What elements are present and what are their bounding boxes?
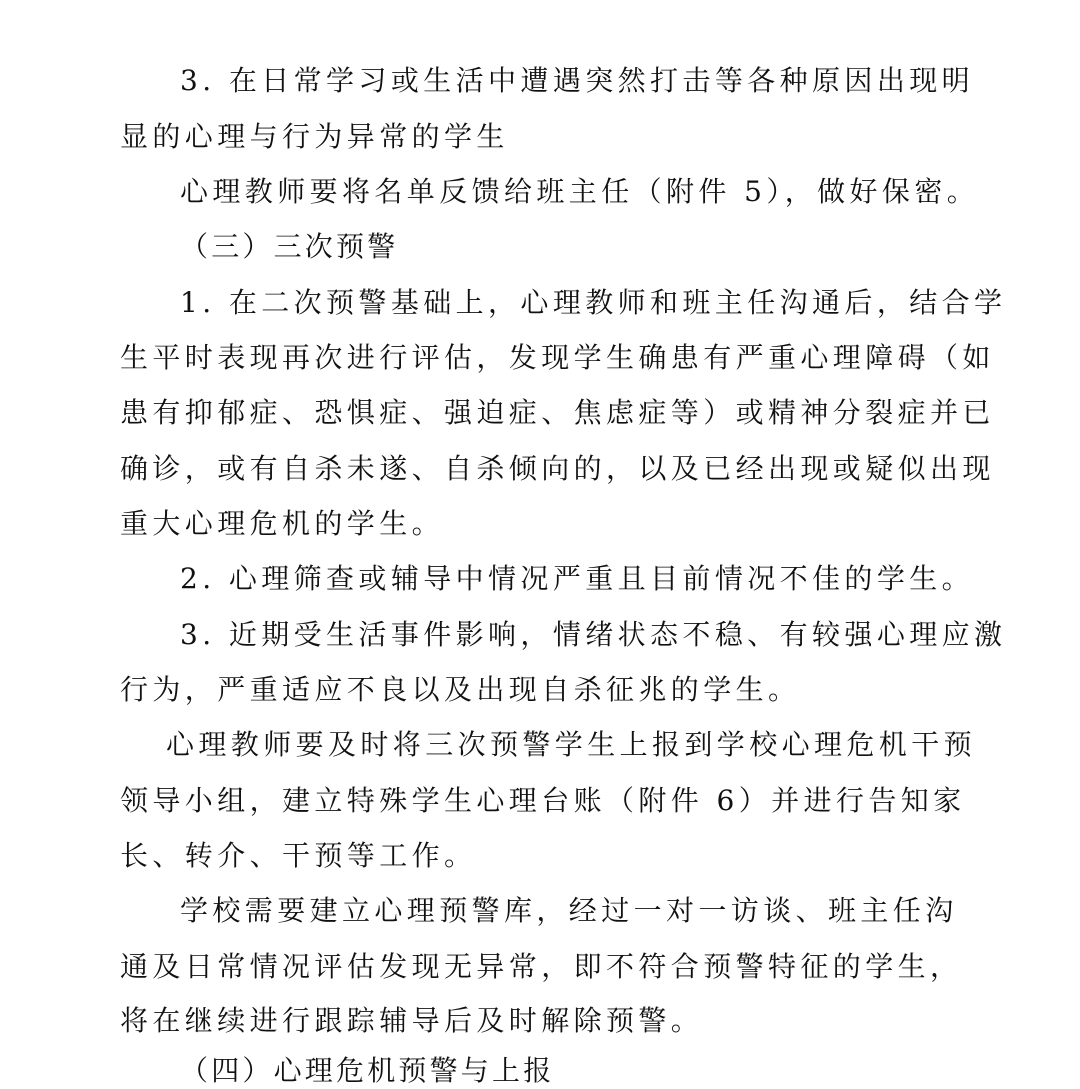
section-heading-four: （四）心理危机预警与上报 bbox=[180, 1054, 555, 1087]
paragraph-line-17: 通及日常情况评估发现无异常，即不符合预警特征的学生， bbox=[120, 950, 963, 983]
paragraph-line-9: 重大心理危机的学生。 bbox=[120, 507, 445, 540]
paragraph-line-14: 领导小组，建立特殊学生心理台账（附件 6）并进行告知家 bbox=[120, 784, 966, 817]
paragraph-line-7: 患有抑郁症、恐惧症、强迫症、焦虑症等）或精神分裂症并已 bbox=[120, 396, 995, 429]
paragraph-line-2: 显的心理与行为异常的学生 bbox=[120, 120, 509, 153]
paragraph-line-8: 确诊，或有自杀未遂、自杀倾向的，以及已经出现或疑似出现 bbox=[120, 452, 995, 485]
paragraph-line-13: 心理教师要及时将三次预警学生上报到学校心理危机干预 bbox=[166, 728, 977, 761]
paragraph-line-5: 1. 在二次预警基础上，心理教师和班主任沟通后，结合学 bbox=[180, 286, 1007, 319]
paragraph-line-10: 2. 心理筛查或辅导中情况严重且目前情况不佳的学生。 bbox=[180, 562, 975, 595]
paragraph-line-15: 长、转介、干预等工作。 bbox=[120, 839, 477, 872]
paragraph-line-1: 3. 在日常学习或生活中遭遇突然打击等各种原因出现明 bbox=[180, 64, 975, 97]
paragraph-line-3: 心理教师要将名单反馈给班主任（附件 5），做好保密。 bbox=[180, 175, 980, 208]
paragraph-line-6: 生平时表现再次进行评估，发现学生确患有严重心理障碍（如 bbox=[120, 341, 995, 374]
paragraph-line-11: 3. 近期受生活事件影响，情绪状态不稳、有较强心理应激 bbox=[180, 618, 1007, 651]
paragraph-line-16: 学校需要建立心理预警库，经过一对一访谈、班主任沟 bbox=[180, 894, 958, 927]
paragraph-line-18: 将在继续进行跟踪辅导后及时解除预警。 bbox=[120, 1004, 704, 1037]
section-heading-three: （三）三次预警 bbox=[180, 230, 399, 263]
paragraph-line-12: 行为，严重适应不良以及出现自杀征兆的学生。 bbox=[120, 673, 801, 706]
